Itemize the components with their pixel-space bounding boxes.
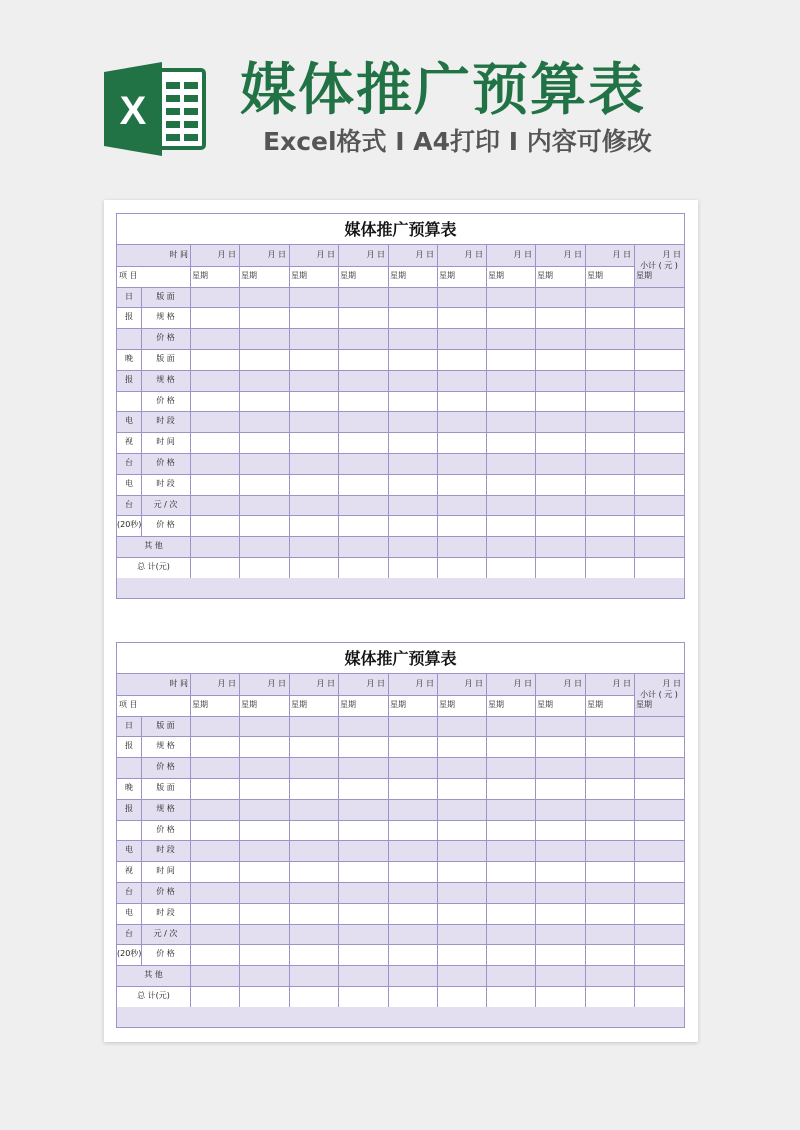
- sheet-footer-band: [117, 1007, 684, 1027]
- row-item-label: 价 格: [156, 520, 175, 530]
- row-item-label: 价 格: [156, 762, 175, 772]
- grid-line: [388, 674, 389, 1007]
- document-page: [104, 200, 698, 1042]
- grid-line: [117, 495, 684, 496]
- grid-line: [117, 328, 684, 329]
- row-item-label: 版 面: [156, 720, 175, 730]
- item-label: 项 目: [119, 699, 138, 709]
- date-cell[interactable]: 月 日: [662, 250, 681, 259]
- grid-line: [117, 557, 684, 558]
- date-cell[interactable]: 月 日: [267, 679, 286, 688]
- row-group-label: 视: [125, 437, 133, 447]
- grid-line: [289, 245, 290, 578]
- row-shade: [117, 965, 684, 986]
- grid-line: [117, 986, 684, 987]
- row-group-label: 日: [125, 720, 133, 730]
- row-item-label: 规 格: [156, 312, 175, 322]
- row-item-label: 版 面: [156, 354, 175, 363]
- grid-line: [239, 245, 240, 578]
- grid-line: [486, 674, 487, 1007]
- grid-line: [117, 840, 684, 841]
- row-group-label: 晚: [125, 783, 133, 792]
- row-shade: [117, 370, 684, 391]
- sheet-footer-band: [117, 578, 684, 598]
- date-cell[interactable]: 月 日: [217, 250, 236, 259]
- row-item-label: 时 间: [156, 866, 175, 876]
- row-group-label: (20秒): [117, 520, 141, 530]
- grid-line: [117, 820, 684, 821]
- weekday-cell[interactable]: 星期: [587, 270, 603, 280]
- row-group-label: [117, 391, 141, 412]
- weekday-cell[interactable]: 星期: [587, 699, 603, 709]
- date-cell[interactable]: 月 日: [415, 679, 434, 688]
- other-label: 其 他: [144, 970, 163, 980]
- row-shade: [117, 924, 684, 945]
- grid-line: [117, 370, 684, 371]
- weekday-cell[interactable]: 星期: [241, 270, 257, 280]
- weekday-cell[interactable]: 星期: [390, 699, 406, 709]
- grid-line: [585, 674, 586, 1007]
- budget-table: [117, 674, 684, 1007]
- grid-line: [117, 778, 684, 779]
- grid-line: [117, 391, 684, 392]
- grid-line: [239, 674, 240, 1007]
- sheet-title: 媒体推广预算表: [117, 643, 684, 674]
- total-label: 总 计(元): [137, 991, 170, 1000]
- row-shade: [117, 411, 684, 432]
- row-item-label: 规 格: [156, 374, 175, 384]
- grid-line: [535, 674, 536, 1007]
- row-group-label: 台: [125, 499, 133, 509]
- date-cell[interactable]: 月 日: [366, 679, 385, 688]
- weekday-cell[interactable]: 星期: [340, 699, 356, 709]
- other-label: 其 他: [144, 541, 163, 551]
- date-cell[interactable]: 月 日: [464, 679, 483, 688]
- date-cell[interactable]: 月 日: [316, 679, 335, 688]
- row-group-label: [117, 328, 141, 349]
- date-cell[interactable]: 月 日: [563, 679, 582, 688]
- grid-line: [117, 349, 684, 350]
- grid-line: [437, 674, 438, 1007]
- grid-line: [117, 924, 684, 925]
- row-group-label: 报: [125, 374, 133, 384]
- weekday-cell[interactable]: 星期: [192, 699, 208, 709]
- grid-line: [338, 674, 339, 1007]
- date-cell[interactable]: 月 日: [513, 679, 532, 688]
- row-group-label: [117, 757, 141, 778]
- weekday-cell[interactable]: 星期: [439, 699, 455, 709]
- date-cell[interactable]: 月 日: [217, 679, 236, 688]
- row-group-label: [117, 820, 141, 841]
- row-shade: [117, 757, 684, 778]
- grid-line: [117, 882, 684, 883]
- weekday-cell[interactable]: 星期: [291, 699, 307, 709]
- grid-line: [117, 757, 684, 758]
- weekday-cell[interactable]: 星期: [488, 699, 504, 709]
- row-item-label: 元 / 次: [153, 499, 178, 509]
- date-cell[interactable]: 月 日: [612, 250, 631, 259]
- row-group-label: 报: [125, 312, 133, 322]
- date-cell[interactable]: 月 日: [464, 250, 483, 259]
- row-item-label: 时 段: [156, 416, 175, 426]
- weekday-cell[interactable]: 星期: [291, 270, 307, 280]
- excel-logo-icon: [104, 62, 208, 156]
- date-cell[interactable]: 月 日: [415, 250, 434, 259]
- budget-table: [117, 245, 684, 578]
- row-item-label: 时 段: [156, 907, 175, 917]
- row-item-label: 版 面: [156, 291, 175, 301]
- grid-line: [117, 903, 684, 904]
- row-item-label: 价 格: [156, 824, 175, 834]
- grid-line: [117, 515, 684, 516]
- grid-line: [190, 245, 191, 578]
- row-shade: [117, 287, 684, 308]
- row-group-label: 视: [125, 866, 133, 876]
- date-cell[interactable]: 月 日: [563, 250, 582, 259]
- page-subtitle: Excel格式 I A4打印 I 内容可修改: [263, 127, 652, 156]
- grid-line: [117, 799, 684, 800]
- page-title: 媒体推广预算表: [240, 58, 646, 123]
- row-item-label: 规 格: [156, 803, 175, 813]
- row-group-label: 台: [125, 458, 133, 467]
- grid-line: [117, 453, 684, 454]
- time-label: 时 间: [169, 679, 188, 688]
- row-group-label: 台: [125, 887, 133, 896]
- grid-line: [634, 245, 635, 578]
- row-group-label: 日: [125, 291, 133, 301]
- weekday-cell[interactable]: 星期: [636, 699, 652, 709]
- grid-line: [117, 944, 684, 945]
- subtotal-label: 小计 ( 元 ): [640, 261, 678, 270]
- row-group-label: 报: [125, 803, 133, 813]
- row-shade: [117, 882, 684, 903]
- row-item-label: 时 段: [156, 845, 175, 855]
- row-group-label: (20秒): [117, 949, 141, 959]
- row-item-label: 价 格: [156, 333, 175, 343]
- date-cell[interactable]: 月 日: [267, 250, 286, 259]
- row-group-label: 晚: [125, 354, 133, 363]
- grid-line: [117, 474, 684, 475]
- grid-line: [437, 245, 438, 578]
- row-item-label: 时 段: [156, 478, 175, 488]
- grid-line: [338, 245, 339, 578]
- grid-line: [486, 245, 487, 578]
- grid-line: [117, 861, 684, 862]
- grid-line: [117, 307, 684, 308]
- grid-line: [585, 245, 586, 578]
- row-item-label: 元 / 次: [153, 928, 178, 938]
- row-shade: [117, 495, 684, 516]
- row-item-label: 价 格: [156, 887, 175, 896]
- item-label: 项 目: [119, 270, 138, 280]
- budget-sheet-1: [116, 213, 685, 599]
- row-group-label: 台: [125, 928, 133, 938]
- date-cell[interactable]: 月 日: [513, 250, 532, 259]
- grid-line: [117, 432, 684, 433]
- weekday-cell[interactable]: 星期: [488, 270, 504, 280]
- row-item-label: 价 格: [156, 949, 175, 959]
- row-item-label: 价 格: [156, 395, 175, 405]
- row-group-label: 电: [125, 845, 133, 855]
- row-item-label: 价 格: [156, 458, 175, 467]
- row-group-label: 电: [125, 478, 133, 488]
- row-group-label: 电: [125, 907, 133, 917]
- grid-line: [117, 965, 684, 966]
- weekday-cell[interactable]: 星期: [390, 270, 406, 280]
- time-label: 时 间: [169, 250, 188, 259]
- weekday-cell[interactable]: 星期: [192, 270, 208, 280]
- grid-line: [634, 674, 635, 1007]
- weekday-cell[interactable]: 星期: [537, 699, 553, 709]
- weekday-cell[interactable]: 星期: [537, 270, 553, 280]
- sheet-title: 媒体推广预算表: [117, 214, 684, 245]
- logo-letter: X: [119, 89, 147, 133]
- date-cell[interactable]: 月 日: [366, 250, 385, 259]
- row-shade: [117, 799, 684, 820]
- row-shade: [117, 536, 684, 557]
- weekday-cell[interactable]: 星期: [636, 270, 652, 280]
- row-item-label: 规 格: [156, 741, 175, 751]
- grid-line: [117, 411, 684, 412]
- grid-line: [289, 674, 290, 1007]
- grid-line: [190, 674, 191, 1007]
- row-shade: [117, 328, 684, 349]
- row-group-label: 电: [125, 416, 133, 426]
- total-label: 总 计(元): [137, 562, 170, 571]
- grid-line: [535, 245, 536, 578]
- weekday-cell[interactable]: 星期: [340, 270, 356, 280]
- subtotal-label: 小计 ( 元 ): [640, 690, 678, 699]
- grid-line: [117, 536, 684, 537]
- grid-line: [117, 736, 684, 737]
- row-item-label: 时 间: [156, 437, 175, 447]
- row-item-label: 版 面: [156, 783, 175, 792]
- date-cell[interactable]: 月 日: [612, 679, 631, 688]
- row-group-label: 报: [125, 741, 133, 751]
- grid-line: [388, 245, 389, 578]
- row-shade: [117, 840, 684, 861]
- weekday-cell[interactable]: 星期: [439, 270, 455, 280]
- date-cell[interactable]: 月 日: [662, 679, 681, 688]
- date-cell[interactable]: 月 日: [316, 250, 335, 259]
- weekday-cell[interactable]: 星期: [241, 699, 257, 709]
- row-shade: [117, 453, 684, 474]
- budget-sheet-2: [116, 642, 685, 1028]
- row-shade: [117, 716, 684, 737]
